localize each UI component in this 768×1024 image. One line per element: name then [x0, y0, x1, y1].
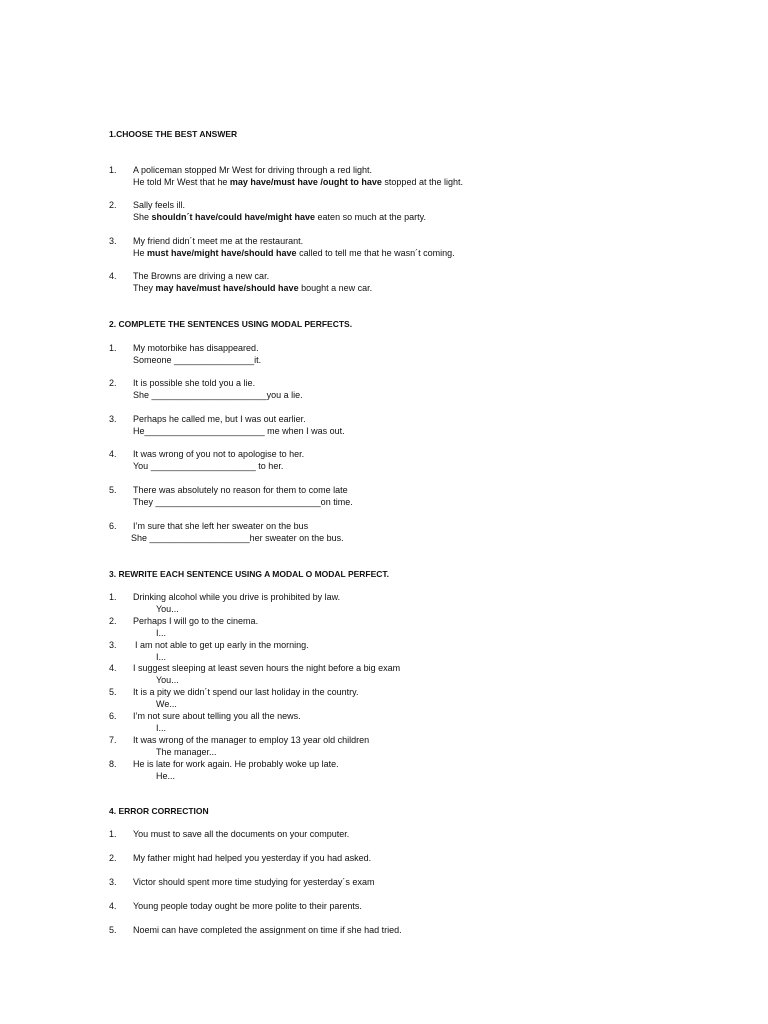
item-line: I suggest sleeping at least seven hours the night before a big exam	[133, 663, 401, 673]
answer-options: shouldn´t have/could have/might have	[151, 212, 316, 222]
item-blank-line: She ____________________her sweater on the bus.	[131, 533, 344, 543]
item-line: Victor should spent more time studying for yesterday´s exam	[133, 877, 375, 887]
section-3-title: 3. REWRITE EACH SENTENCE USING A MODAL O MODAL PERFECT.	[109, 569, 390, 579]
item-rewrite-start: He...	[156, 771, 176, 781]
item-number: 2.	[109, 200, 117, 210]
item-blank-line: He________________________ me when I was out.	[133, 426, 345, 436]
section-1-title: 1.CHOOSE THE BEST ANSWER	[109, 129, 238, 139]
item-line: The Browns are driving a new car.	[133, 271, 270, 281]
item-rewrite-start: You...	[156, 675, 179, 685]
item-rewrite-start: The manager...	[156, 747, 217, 757]
item-blank-line: She _______________________you a lie.	[133, 390, 303, 400]
item-line: There was absolutely no reason for them to come late	[133, 485, 348, 495]
answer-options: may have/must have/should have	[155, 283, 299, 293]
item-number: 5.	[109, 687, 117, 697]
item-number: 1.	[109, 343, 117, 353]
section-2-title: 2. COMPLETE THE SENTENCES USING MODAL PERFECTS.	[109, 319, 353, 329]
item-number: 5.	[109, 925, 117, 935]
item-line: Sally feels ill.	[133, 200, 186, 210]
item-number: 4.	[109, 901, 117, 911]
item-number: 4.	[109, 271, 117, 281]
answer-options: must have/might have/should have	[147, 248, 297, 258]
item-line: It is possible she told you a lie.	[133, 378, 256, 388]
item-answer-line: She shouldn´t have/could have/might have eaten so much at the party.	[133, 212, 426, 222]
item-line: Noemi can have completed the assignment on time if she had tried.	[133, 925, 402, 935]
item-rewrite-start: I...	[156, 628, 167, 638]
item-number: 3.	[109, 414, 117, 424]
item-line: My father might had helped you yesterday if you had asked.	[133, 853, 372, 863]
item-answer-line: He must have/might have/should have called to tell me that he wasn´t coming.	[133, 248, 455, 258]
item-rewrite-start: You...	[156, 604, 179, 614]
section-4-title: 4. ERROR CORRECTION	[109, 806, 209, 816]
item-number: 2.	[109, 378, 117, 388]
answer-options: may have/must have /ought to have	[229, 177, 382, 187]
item-blank-line: Someone ________________it.	[133, 355, 262, 365]
item-number: 2.	[109, 616, 117, 626]
item-line: Perhaps he called me, but I was out earlier.	[133, 414, 306, 424]
item-line: It was wrong of you not to apologise to her.	[133, 449, 305, 459]
item-number: 4.	[109, 663, 117, 673]
item-number: 3.	[109, 877, 117, 887]
item-number: 6.	[109, 521, 117, 531]
item-line: A policeman stopped Mr West for driving through a red light.	[133, 165, 372, 175]
item-line: Perhaps I will go to the cinema.	[133, 616, 259, 626]
item-number: 1.	[109, 592, 117, 602]
item-number: 1.	[109, 829, 117, 839]
item-line: Young people today ought be more polite to their parents.	[133, 901, 362, 911]
item-answer-line: He told Mr West that he may have/must have /ought to have stopped at the light.	[133, 177, 463, 187]
item-line: I am not able to get up early in the morning.	[135, 640, 309, 650]
item-blank-line: You _____________________ to her.	[133, 461, 284, 471]
item-number: 3.	[109, 640, 117, 650]
item-line: I’m not sure about telling you all the news.	[133, 711, 301, 721]
item-line: I’m sure that she left her sweater on the bus	[133, 521, 309, 531]
item-line: It was wrong of the manager to employ 13 year old children	[133, 735, 370, 745]
item-rewrite-start: I...	[156, 652, 167, 662]
item-blank-line: They _________________________________on time.	[133, 497, 353, 507]
item-rewrite-start: I...	[156, 723, 167, 733]
item-number: 6.	[109, 711, 117, 721]
item-number: 8.	[109, 759, 117, 769]
item-line: Drinking alcohol while you drive is prohibited by law.	[133, 592, 341, 602]
item-rewrite-start: We...	[156, 699, 177, 709]
item-number: 3.	[109, 236, 117, 246]
item-line: It is a pity we didn´t spend our last holiday in the country.	[133, 687, 359, 697]
item-number: 5.	[109, 485, 117, 495]
item-line: My friend didn´t meet me at the restaurant.	[133, 236, 304, 246]
item-number: 7.	[109, 735, 117, 745]
item-line: You must to save all the documents on your computer.	[133, 829, 350, 839]
item-line: My motorbike has disappeared.	[133, 343, 259, 353]
item-number: 2.	[109, 853, 117, 863]
item-number: 1.	[109, 165, 117, 175]
item-line: He is late for work again. He probably woke up late.	[133, 759, 339, 769]
item-number: 4.	[109, 449, 117, 459]
item-answer-line: They may have/must have/should have bought a new car.	[133, 283, 373, 293]
